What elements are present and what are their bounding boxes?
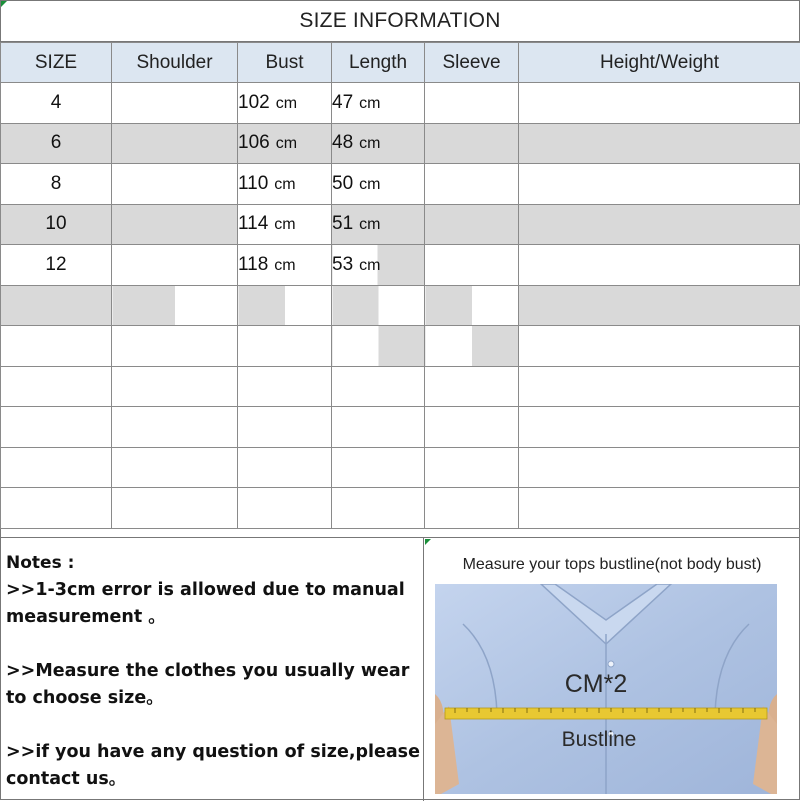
notes-title: Notes : bbox=[6, 550, 423, 577]
table-row bbox=[1, 123, 800, 164]
table-header-row bbox=[1, 43, 800, 83]
empty-cell bbox=[519, 488, 800, 529]
cell-height-weight bbox=[519, 164, 800, 205]
table-row bbox=[1, 83, 800, 124]
cell-size: 6 bbox=[1, 123, 112, 164]
table-row-empty bbox=[1, 285, 800, 326]
length-value: 51 bbox=[332, 213, 353, 234]
note-spacer bbox=[6, 631, 423, 658]
cell-shoulder bbox=[112, 245, 238, 286]
note-spacer bbox=[6, 712, 423, 739]
empty-cell bbox=[238, 285, 332, 326]
unit-label: cm bbox=[359, 95, 380, 112]
cell-shoulder bbox=[112, 164, 238, 205]
header-shoulder: Shoulder bbox=[112, 43, 238, 83]
empty-cell bbox=[1, 407, 112, 448]
cell-height-weight bbox=[519, 123, 800, 164]
photo-label-top: CM*2 bbox=[565, 670, 628, 698]
table-row bbox=[1, 204, 800, 245]
empty-cell bbox=[519, 285, 800, 326]
notes-panel bbox=[0, 538, 424, 801]
empty-cell bbox=[425, 326, 519, 367]
note-item: >>if you have any question of size,please contact us。 bbox=[6, 739, 423, 793]
unit-label: cm bbox=[276, 95, 297, 112]
length-value: 50 bbox=[332, 173, 353, 194]
empty-cell bbox=[238, 488, 332, 529]
cell-length bbox=[332, 204, 425, 245]
bust-value: 102 bbox=[238, 92, 270, 113]
button-icon bbox=[608, 661, 614, 667]
measure-caption: Measure your tops bustline(not body bust) bbox=[424, 556, 800, 574]
note-item: >>1-3cm error is allowed due to manual measurement 。 bbox=[6, 577, 423, 631]
unit-label: cm bbox=[359, 176, 380, 193]
cell-shoulder bbox=[112, 83, 238, 124]
empty-cell bbox=[519, 407, 800, 448]
empty-cell bbox=[238, 366, 332, 407]
cell-bust bbox=[238, 245, 332, 286]
measure-panel bbox=[424, 538, 800, 801]
cell-height-weight bbox=[519, 83, 800, 124]
empty-cell bbox=[332, 285, 425, 326]
empty-cell bbox=[1, 366, 112, 407]
empty-cell bbox=[519, 447, 800, 488]
empty-cell bbox=[112, 326, 238, 367]
cell-shoulder bbox=[112, 204, 238, 245]
empty-cell bbox=[1, 447, 112, 488]
cell-size: 8 bbox=[1, 164, 112, 205]
cell-bust bbox=[238, 164, 332, 205]
empty-cell bbox=[425, 366, 519, 407]
size-table bbox=[0, 42, 800, 529]
cell-bust bbox=[238, 83, 332, 124]
page-title: SIZE INFORMATION bbox=[0, 0, 800, 42]
unit-label: cm bbox=[359, 216, 380, 233]
photo-label-bottom: Bustline bbox=[562, 728, 637, 751]
bust-value: 106 bbox=[238, 132, 270, 153]
cell-height-weight bbox=[519, 204, 800, 245]
empty-cell bbox=[238, 326, 332, 367]
unit-label: cm bbox=[274, 257, 295, 274]
empty-cell bbox=[1, 285, 112, 326]
unit-label: cm bbox=[359, 135, 380, 152]
table-row bbox=[1, 245, 800, 286]
table-row-empty bbox=[1, 407, 800, 448]
empty-cell bbox=[238, 407, 332, 448]
empty-cell bbox=[112, 285, 238, 326]
empty-cell bbox=[112, 407, 238, 448]
empty-cell bbox=[425, 285, 519, 326]
empty-cell bbox=[112, 447, 238, 488]
cell-size: 4 bbox=[1, 83, 112, 124]
cell-sleeve bbox=[425, 204, 519, 245]
table-row-empty bbox=[1, 366, 800, 407]
bust-value: 114 bbox=[238, 213, 268, 234]
cell-size: 10 bbox=[1, 204, 112, 245]
empty-cell bbox=[332, 407, 425, 448]
empty-cell bbox=[425, 447, 519, 488]
header-height-weight: Height/Weight bbox=[519, 43, 800, 83]
bottom-section bbox=[0, 537, 800, 800]
cell-sleeve bbox=[425, 83, 519, 124]
table-row-empty bbox=[1, 447, 800, 488]
empty-cell bbox=[519, 326, 800, 367]
header-size: SIZE bbox=[1, 43, 112, 83]
table-row-empty bbox=[1, 488, 800, 529]
unit-label: cm bbox=[274, 176, 295, 193]
empty-cell bbox=[425, 488, 519, 529]
empty-cell bbox=[238, 447, 332, 488]
length-value: 48 bbox=[332, 132, 353, 153]
cell-length bbox=[332, 83, 425, 124]
length-value: 47 bbox=[332, 92, 353, 113]
shirt-illustration-icon bbox=[435, 584, 777, 794]
shirt-photo bbox=[435, 584, 777, 794]
note-item: >>Measure the clothes you usually wear to choose size。 bbox=[6, 658, 423, 712]
unit-label: cm bbox=[274, 216, 295, 233]
cell-sleeve bbox=[425, 245, 519, 286]
cell-height-weight bbox=[519, 245, 800, 286]
bust-value: 110 bbox=[238, 173, 268, 194]
header-bust: Bust bbox=[238, 43, 332, 83]
header-sleeve: Sleeve bbox=[425, 43, 519, 83]
cell-shoulder bbox=[112, 123, 238, 164]
table-row bbox=[1, 164, 800, 205]
empty-cell bbox=[112, 488, 238, 529]
empty-cell bbox=[519, 366, 800, 407]
header-length: Length bbox=[332, 43, 425, 83]
empty-cell bbox=[425, 407, 519, 448]
bust-value: 118 bbox=[238, 254, 268, 275]
empty-cell bbox=[332, 366, 425, 407]
empty-cell bbox=[112, 366, 238, 407]
cell-bust bbox=[238, 123, 332, 164]
empty-cell bbox=[332, 447, 425, 488]
empty-cell bbox=[332, 488, 425, 529]
cell-length bbox=[332, 245, 425, 286]
length-value: 53 bbox=[332, 254, 353, 275]
cell-size: 12 bbox=[1, 245, 112, 286]
table-row-empty bbox=[1, 326, 800, 367]
cell-bust bbox=[238, 204, 332, 245]
empty-cell bbox=[1, 488, 112, 529]
unit-label: cm bbox=[359, 257, 380, 274]
empty-cell bbox=[332, 326, 425, 367]
empty-cell bbox=[1, 326, 112, 367]
cell-sleeve bbox=[425, 164, 519, 205]
cell-length bbox=[332, 164, 425, 205]
cell-sleeve bbox=[425, 123, 519, 164]
unit-label: cm bbox=[276, 135, 297, 152]
cell-length bbox=[332, 123, 425, 164]
